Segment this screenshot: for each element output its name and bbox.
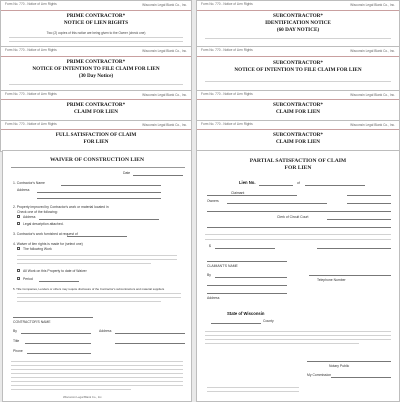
- claimant-name-label: CLAIMANT'S NAME: [207, 264, 238, 268]
- strip-title-line-1: FULL SATISFACTION OF CLAIM: [55, 132, 137, 138]
- waiver-title: WAIVER OF CONSTRUCTION LIEN: [49, 157, 145, 163]
- strip-publisher: Wisconsin Legal Blank Co., Inc.: [350, 49, 395, 53]
- strip-publisher: Wisconsin Legal Blank Co., Inc.: [142, 123, 187, 127]
- telephone-label: Telephone Number: [317, 278, 346, 282]
- strip-title-line-1: PRIME CONTRACTOR*: [66, 13, 126, 19]
- strip-sub-claim-for-lien-2: [196, 120, 400, 152]
- strip-sub-claim-for-lien: [196, 90, 400, 122]
- partial-by-label: By: [207, 273, 211, 277]
- partial-address-label: Address: [207, 296, 220, 300]
- strip-form-number: Form No. 770 - Notice of Lien Rights: [201, 2, 253, 6]
- waiver-item-5: 5. Title Companies, Lenders or others may require disclosure of the Contractor's subcontractors and material suppliers: [13, 287, 165, 291]
- strip-prime-notice-of-lien-rights: [0, 0, 192, 48]
- strip-full-satisfaction: [0, 120, 192, 152]
- strip-sub-identification-notice: [196, 0, 400, 48]
- owners-label: Owners: [207, 199, 219, 203]
- partial-title-line-1: PARTIAL SATISFACTION OF CLAIM: [249, 158, 347, 164]
- strip-publisher: Wisconsin Legal Blank Co., Inc.: [142, 3, 187, 7]
- county-label: County: [263, 319, 274, 323]
- strip-form-number: Form No. 770 - Notice of Lien Rights: [201, 122, 253, 126]
- strip-title-line-1: SUBCONTRACTOR*: [272, 60, 324, 66]
- strip-title-line-2: CLAIM FOR LIEN: [73, 109, 119, 115]
- strip-form-number: Form No. 770 - Notice of Lien Rights: [201, 92, 253, 96]
- commission-label: My Commission: [307, 373, 332, 377]
- partial-satisfaction-form: [196, 150, 400, 402]
- waiver-item-legal: Legal description attached.: [23, 222, 64, 226]
- claimant-label: Claimant: [231, 191, 245, 195]
- strip-form-number: Form No. 770 - Notice of Lien Rights: [5, 48, 57, 52]
- waiver-item-1: 1. Contractor's Name: [13, 181, 45, 185]
- strip-prime-intention-to-file: [0, 46, 192, 92]
- waiver-item-period: Period: [23, 277, 33, 281]
- strip-title-line-1: SUBCONTRACTOR*: [272, 102, 324, 108]
- strip-title-line-2: CLAIM FOR LIEN: [275, 109, 321, 115]
- strip-title-line-1: PRIME CONTRACTOR*: [66, 59, 126, 65]
- waiver-item-2: 2. Property improved by Contractor's work or material located in: [13, 205, 109, 209]
- waiver-item-3: 3. Contractor's work furnished at request of: [13, 232, 78, 236]
- lien-no-label: Lien No.: [239, 180, 256, 185]
- clerk-label: Clerk of Circuit Court: [277, 215, 309, 219]
- strip-title-line-1: SUBCONTRACTOR*: [272, 13, 324, 19]
- strip-title-line-2: CLAIM FOR LIEN: [275, 139, 321, 145]
- partial-title-line-2: FOR LIEN: [284, 165, 312, 171]
- strip-publisher: Wisconsin Legal Blank Co., Inc.: [142, 93, 187, 97]
- waiver-item-address-2: Address: [23, 215, 36, 219]
- strip-form-number: Form No. 770 - Notice of Lien Rights: [5, 92, 57, 96]
- waiver-item-all-work: All Work on this Property to date of Waiver: [23, 269, 87, 273]
- waiver-phone-label: Phone: [13, 349, 23, 353]
- lien-of-label: of: [297, 181, 300, 185]
- strip-publisher: Wisconsin Legal Blank Co., Inc.: [142, 49, 187, 53]
- waiver-footer-publisher: Wisconsin Legal Blank Co., Inc.: [63, 395, 103, 399]
- strip-publisher: Wisconsin Legal Blank Co., Inc.: [350, 123, 395, 127]
- checkbox-all-work[interactable]: [17, 269, 20, 272]
- waiver-item-4: 4. Waiver of lien rights is made for (select one): [13, 242, 83, 246]
- waiver-title-label: Title: [13, 339, 20, 343]
- waiver-by-label: By: [13, 329, 17, 333]
- strip-title-line-1: SUBCONTRACTOR*: [272, 132, 324, 138]
- contractor-name-label: CONTRACTOR'S NAME: [13, 320, 51, 324]
- strip-title-line-2: IDENTIFICATION NOTICE: [265, 20, 331, 26]
- strip-title-line-3: (60 DAY NOTICE): [276, 27, 320, 33]
- checkbox-address[interactable]: [17, 215, 20, 218]
- strip-form-number: Form No. 770 - Notice of Lien Rights: [5, 2, 57, 6]
- waiver-date-label: Date: [123, 171, 131, 175]
- checkbox-legal-description[interactable]: [17, 222, 20, 225]
- strip-title-line-2: FOR LIEN: [83, 139, 109, 145]
- waiver-item-check: Check one of the following:: [17, 210, 58, 214]
- strip-publisher: Wisconsin Legal Blank Co., Inc.: [350, 3, 395, 7]
- strip-title-line-2: NOTICE OF LIEN RIGHTS: [63, 20, 129, 26]
- state-label: State of Wisconsin: [227, 311, 265, 316]
- waiver-of-construction-lien-form: [2, 150, 192, 402]
- notary-label: Notary Public: [329, 364, 350, 368]
- strip-title-line-1: PRIME CONTRACTOR*: [66, 102, 126, 108]
- checkbox-following-work[interactable]: [17, 247, 20, 250]
- strip-sub-intention-to-file: [196, 46, 400, 92]
- waiver-item-work: The following Work: [23, 247, 52, 251]
- strip-form-number: Form No. 770 - Notice of Lien Rights: [201, 48, 253, 52]
- strip-prime-claim-for-lien: [0, 90, 192, 122]
- waiver-address-label: Address: [99, 329, 112, 333]
- strip-title-line-3: (30 Day Notice): [78, 73, 114, 79]
- checkbox-period[interactable]: [17, 277, 20, 280]
- strip-publisher: Wisconsin Legal Blank Co., Inc.: [350, 93, 395, 97]
- strip-title-line-2: NOTICE OF INTENTION TO FILE CLAIM FOR LIEN: [32, 66, 160, 72]
- strip-title-line-2: NOTICE OF INTENTION TO FILE CLAIM FOR LIEN: [234, 67, 362, 73]
- amount-label: $: [209, 244, 211, 248]
- strip-note: Two (2) copies of this notice are being given to the Owner (check one): [46, 31, 146, 35]
- strip-form-number: Form No. 770 - Notice of Lien Rights: [5, 122, 57, 126]
- waiver-item-address: Address: [17, 188, 30, 192]
